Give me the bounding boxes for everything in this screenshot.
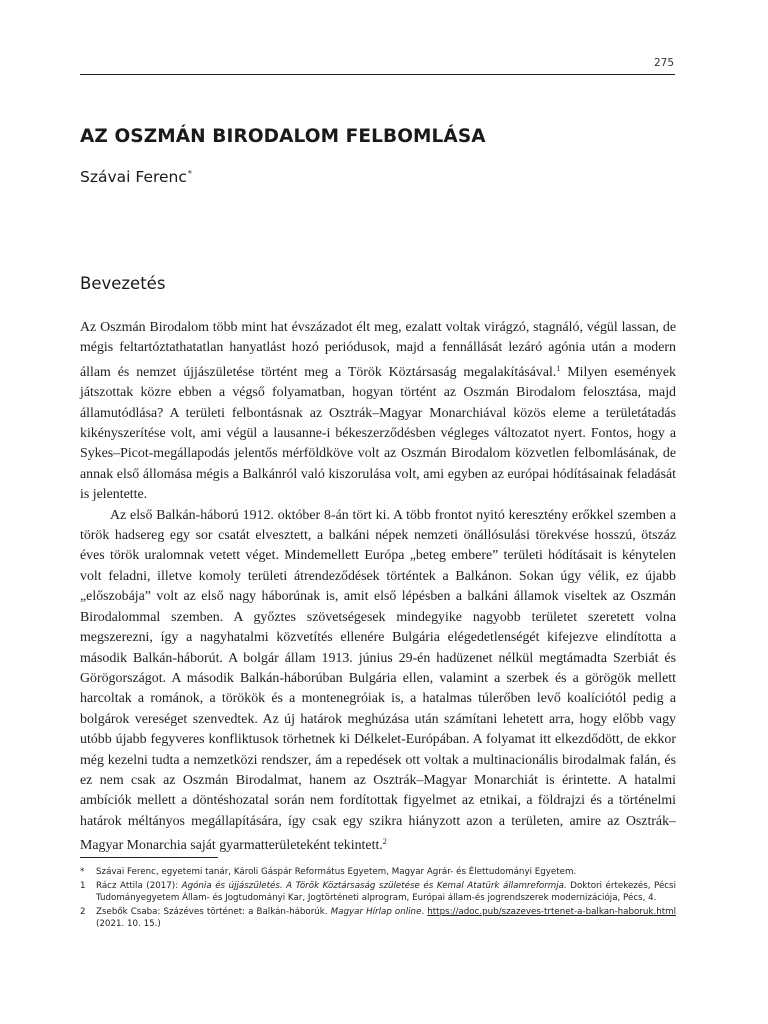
footnote-ref-2[interactable]: 2 [382,837,387,847]
footnote-2-source: Magyar Hírlap online [330,906,422,917]
paragraph-1-text-b: Milyen események játszottak közre ebben a végső folyamatban, hogyan történt az Oszmán Birodalom felosztása, majd államutódlása? A területi felbontásnak az Osztrák–Magyar Monarchiával közös eleme a területátadás kikényszerítése volt, ami végül a lausanne-i békeszerződésben végleges változatot nyert. Fontos, hogy a Sykes–Picot-megállapodás jelentős mérföldköve volt az Oszmán Birodalom közvetlen felbomlásának, de annak első állomása mégis a Balkánról való kiszorulása volt, ami egyben az európai hódításainak feladását is jelentette. [80,364,676,503]
footnote-text [96,880,676,905]
article-title: AZ OSZMÁN BIRODALOM FELBOMLÁSA [80,126,486,147]
footnote-mark: 2 [80,906,86,917]
footnote-1-details: Doktori értekezés, Pécsi Tudományegyetem Állam- és Jogtudományi Kar, Jogtörténeti alprogram, Európai állam-és jogrendszerek modernizációja, Pécs, 4. [96,880,676,904]
footnote-mark: * [80,867,85,877]
footnote-1-citation: Rácz Attila (2017): [96,880,182,891]
footnote-rule [80,857,218,858]
footnote-2-citation: Zsebők Csaba: Százéves történet: a Balkán-háborúk. [96,906,331,917]
paragraph-2-text: Az első Balkán-háború 1912. október 8-án tört ki. A több frontot nyitó keresztény erőkkel szemben a török hadsereg egy sor csatát elvesztett, a balkáni népek nemzeti önállósulási törekvése hosszú, ötszáz éves török uralomnak vetett véget. Mindemellett Európa „beteg embere” területi hódításait is kénytelen volt feladni, illetve komoly területi átrendeződések történtek a Balkánon. Sokan úgy vélik, ez újabb „előszobája” volt az első nagy háborúnak is, amit első lépésben a balkáni államok viseltek az Oszmán Birodalommal szemben. A győztes szövetségesek mindegyike nagyobb területet szeretett volna megszerezni, így a nagyhatalmi közvetítés ellenére Bulgária elégedetlenségét kifejezve elindította a második Balkán-háborút. A bolgár állam 1913. június 29-én hadüzenet nélkül megtámadta Szerbiát és Görögországot. A második Balkán-háborúban Bulgária ellen, valamint a szerbek és a görögök mellett harcoltak a románok, a törökök és a montenegróiak is, a hatalmas túlerőben levő koalíciótól pedig a bolgárok vereséget szenvedtek. Az új határok meghúzása után számítani lehetett arra, hogy előbb vagy utóbb újabb fegyveres konfliktusok törhetnek ki Délkelet-Európában. A folyamat itt elkezdődött, de ekkor még kezelni tudta a nemzetközi rendszer, ám a repedések ott voltak a multinacionális birodalmak falán, és ez nem csak az Oszmán Birodalmat, hanem az Osztrák–Magyar Monarchiát is érintette. A hatalmi ambíciók mellett a döntéshozatal során nem fordítottak figyelmet az etnikai, a földrajzi és a történelmi határok méltányos megállapítására, így csak egy szikra hiányzott azon a területen, amire az Osztrák–Magyar Monarchia saját gyarmatterületeként tekintett. [80,507,676,854]
footnote-2-date: (2021. 10. 15.) [96,919,161,930]
footnote-ref-1[interactable]: 1 [556,363,561,373]
section-heading: Bevezetés [80,274,166,293]
footnote-2-separator: . [421,906,428,917]
author-footnote-mark[interactable]: * [187,169,192,178]
footnote-text: Szávai Ferenc, egyetemi tanár, Károli Gáspár Református Egyetem, Magyar Agrár- és Élettudományi Egyetem. [96,867,577,877]
footnote-2 [80,906,676,931]
footnote-mark: 1 [80,880,86,891]
footnote-1-work-title: Agónia és újjászületés. A Török Köztársaság születése és Kemal Atatürk államreformja. [181,880,567,891]
footnote-text [96,906,676,931]
author [80,168,192,186]
footnote-2-link[interactable]: https://adoc.pub/szazeves-trtenet-a-balkan-haboruk.html [427,906,676,917]
footnote-1 [80,880,676,905]
footnote-author [80,866,676,879]
paragraph-1 [80,318,676,506]
author-name: Szávai Ferenc [80,168,187,186]
paragraph-2 [80,506,676,857]
paragraph-1-text-a: Az Oszmán Birodalom több mint hat évszázadot élt meg, ezalatt voltak virágzó, stagnáló, végül lassan, de mégis feltartóztathatatlan hanyatlást hozó periódusok, majd a fennállását lezáró agónia után a modern állam és nemzet újjászületése történt meg a Török Köztársaság megalakításával. [80,320,676,380]
header-rule [80,74,675,75]
page-number: 275 [653,57,674,69]
footnotes [80,866,676,932]
body-text [80,318,676,857]
